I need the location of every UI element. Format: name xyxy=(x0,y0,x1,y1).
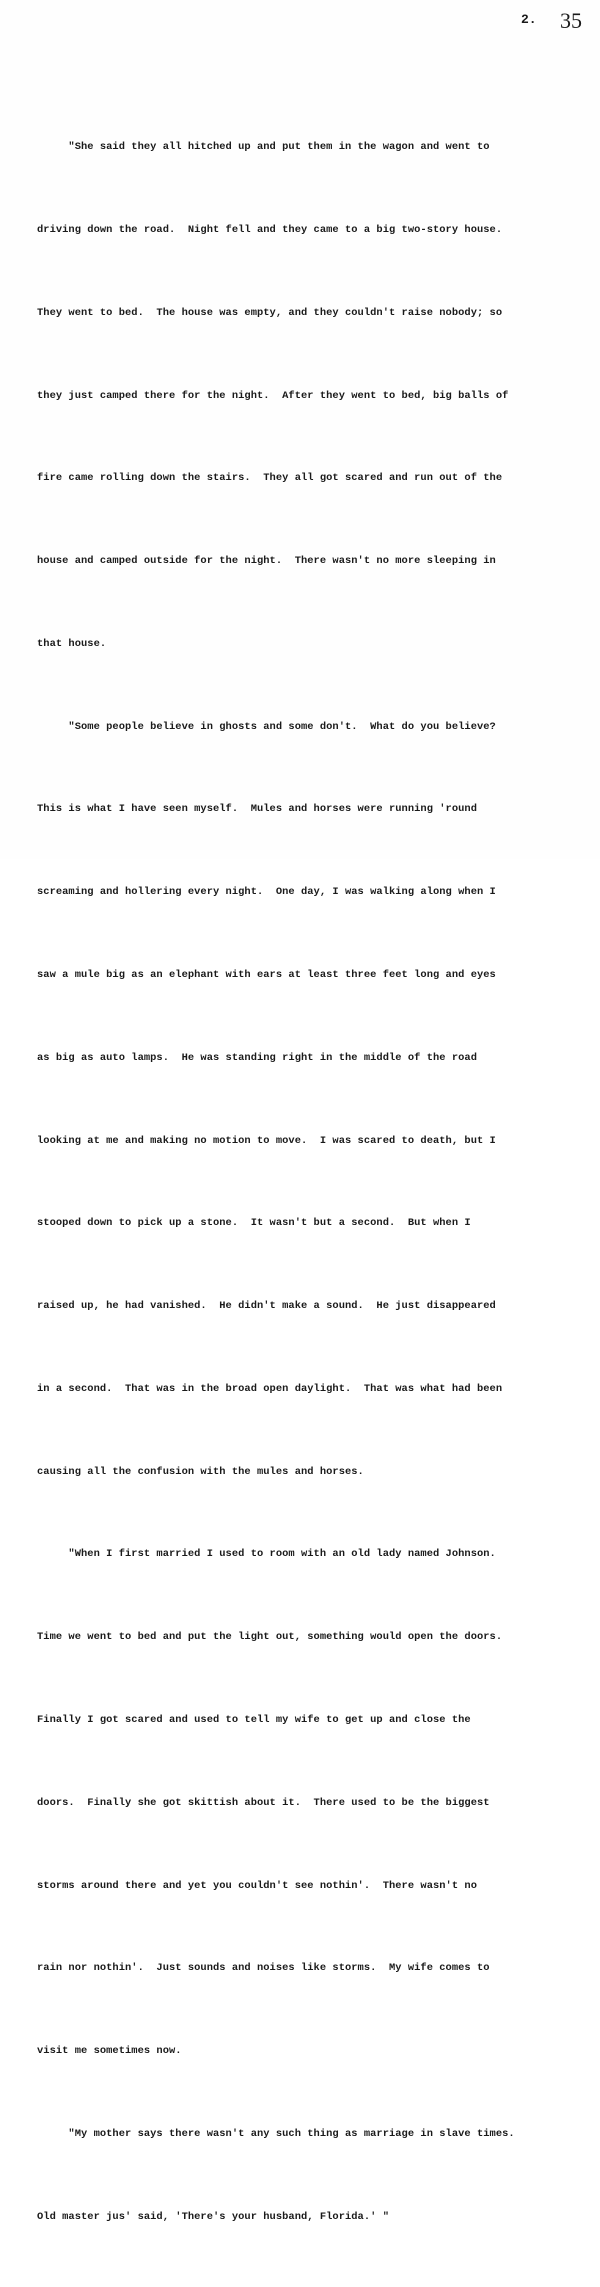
text-line: that house. xyxy=(37,637,107,650)
text-line: they just camped there for the night. After they went to bed, big balls of xyxy=(37,389,509,402)
text-line: Finally I got scared and used to tell my wife to get up and close the xyxy=(37,1714,471,1727)
stamped-page-number: 35 xyxy=(560,8,582,33)
text-line: This is what I have seen myself. Mules and horses were running 'round xyxy=(37,803,477,816)
text-line: rain nor nothin'. Just sounds and noises like storms. My wife comes to xyxy=(37,1962,490,1975)
text-line: doors. Finally she got skittish about it. There used to be the biggest xyxy=(37,1796,490,1809)
text-line: "She said they all hitched up and put them in the wagon and went to xyxy=(37,141,490,154)
text-line: fire came rolling down the stairs. They all got scared and run out of the xyxy=(37,472,503,485)
typed-page-number: 2. xyxy=(521,12,537,27)
text-line: "When I first married I used to room with an old lady named Johnson. xyxy=(37,1548,496,1561)
text-line: as big as auto lamps. He was standing right in the middle of the road xyxy=(37,1051,477,1064)
text-line: looking at me and making no motion to move. I was scared to death, but I xyxy=(37,1134,496,1147)
text-line: They went to bed. The house was empty, and they couldn't raise nobody; so xyxy=(37,306,503,319)
text-line: in a second. That was in the broad open daylight. That was what had been xyxy=(37,1382,503,1395)
text-line: visit me sometimes now. xyxy=(37,2045,182,2058)
text-line: Time we went to bed and put the light out, something would open the doors. xyxy=(37,1631,503,1644)
text-line: driving down the road. Night fell and they came to a big two-story house. xyxy=(37,223,503,236)
text-line: causing all the confusion with the mules and horses. xyxy=(37,1465,364,1478)
text-line: stooped down to pick up a stone. It wasn't but a second. But when I xyxy=(37,1217,471,1230)
text-line: screaming and hollering every night. One day, I was walking along when I xyxy=(37,886,496,899)
text-line: storms around there and yet you couldn't see nothin'. There wasn't no xyxy=(37,1879,477,1892)
narrative-text xyxy=(37,79,557,2287)
text-line: "My mother says there wasn't any such thing as marriage in slave times. xyxy=(37,2127,515,2140)
text-line: house and camped outside for the night. There wasn't no more sleeping in xyxy=(37,555,496,568)
text-line: raised up, he had vanished. He didn't make a sound. He just disappeared xyxy=(37,1300,496,1313)
text-line: Old master jus' said, 'There's your husband, Florida.' " xyxy=(37,2210,389,2223)
text-line: saw a mule big as an elephant with ears at least three feet long and eyes xyxy=(37,969,496,981)
text-line: "Some people believe in ghosts and some don't. What do you believe? xyxy=(37,720,496,733)
